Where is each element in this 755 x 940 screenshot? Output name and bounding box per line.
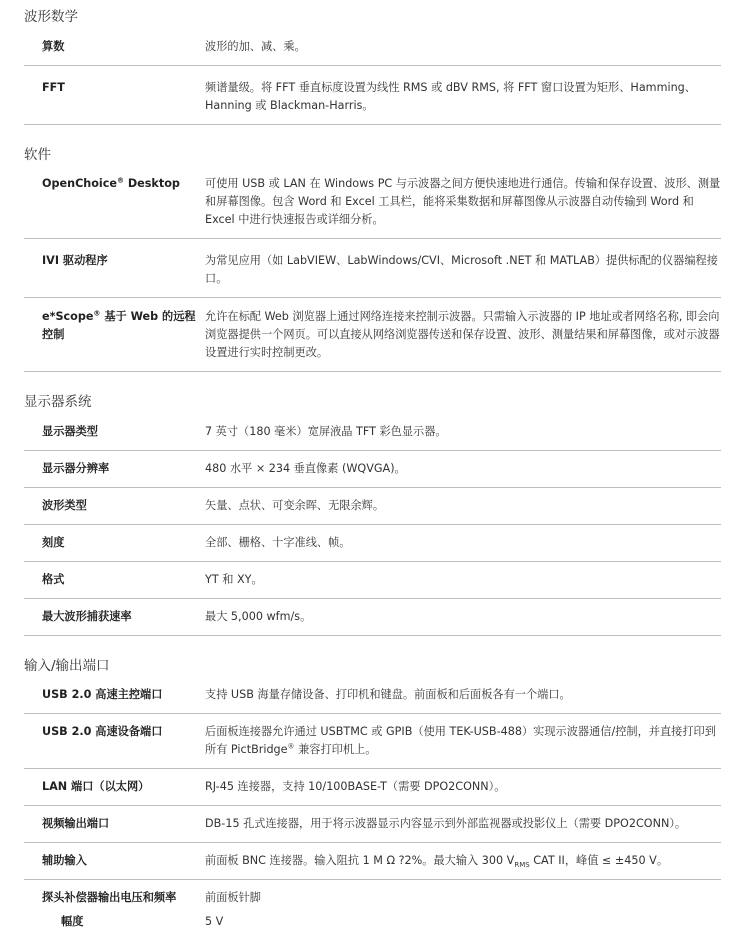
spec-value: 矢量、点状、可变余晖、无限余辉。 (205, 499, 385, 512)
spec-label: 最大波形捕获速率 (42, 610, 132, 623)
spec-label: 探头补偿器输出电压和频率 (42, 891, 177, 904)
spec-label: 显示器类型 (42, 425, 98, 438)
spec-value: 480 水平 × 234 垂直像素 (WQVGA)。 (205, 462, 406, 475)
spec-label: FFT (42, 81, 65, 94)
spec-value: 为常见应用（如 LabVIEW、LabWindows/CVI、Microsoft .NET 和 MATLAB）提供标配的仪器编程接口。 (205, 254, 718, 285)
spec-row-amplitude (24, 909, 721, 940)
spec-label: 算数 (42, 40, 65, 53)
spec-row-max-capture-rate (24, 599, 721, 636)
spec-value: 最大 5,000 wfm/s。 (205, 610, 312, 623)
spec-label: 显示器分辨率 (42, 462, 110, 475)
spec-value: 频谱量级。将 FFT 垂直标度设置为线性 RMS 或 dBV RMS, 将 FFT 窗口设置为矩形、Hamming、Hanning 或 Blackman-Harris。 (205, 81, 696, 112)
spec-value: 前面板 BNC 连接器。输入阻抗 1 M Ω ?2%。最大输入 300 $V_{RMS}$ CAT II，峰值 ≤ ±450 V。 (205, 854, 669, 870)
spec-value: 可使用 USB 或 LAN 在 Windows PC 与示波器之间方便快速地进行通信。传输和保存设置、波形、测量和屏幕图像。包含 Word 和 Excel 工具栏，能将采集数据和屏幕图像从示波器自动传输到 Word 和 Excel 中进行快速报告或详细分析。 (205, 177, 721, 226)
spec-label: LAN 端口（以太网） (42, 780, 150, 793)
spec-row-display-resolution (24, 451, 721, 488)
spec-label: e*Scope® 基于 Web 的远程控制 (42, 309, 196, 341)
spec-value: 允许在标配 Web 浏览器上通过网络连接来控制示波器。只需输入示波器的 IP 地址或者网络名称, 即会向浏览器提供一个网页。可以直接从网络浏览器传送和保存设置、波形、测量结果和屏幕图像，或对示波器设置进行实时控制更改。 (205, 310, 720, 359)
section-title-io-ports: 输入/输出端口 (24, 658, 110, 674)
spec-row-lan-port (24, 769, 721, 806)
spec-label: 波形类型 (42, 499, 87, 512)
spec-page (24, 0, 721, 940)
spec-label: 视频输出端口 (42, 817, 110, 830)
spec-value: 前面板针脚 (205, 891, 261, 904)
spec-row-openchoice (24, 165, 721, 239)
section-title-waveform-math: 波形数学 (24, 9, 78, 25)
spec-row-video-out (24, 806, 721, 843)
spec-value: YT 和 XY。 (205, 573, 263, 586)
spec-value: 后面板连接器允许通过 USBTMC 或 GPIB（使用 TEK-USB-488）实现示波器通信/控制，并直接打印到所有 PictBridge® 兼容打印机上。 (205, 725, 716, 756)
spec-value: DB-15 孔式连接器，用于将示波器显示内容显示到外部监视器或投影仪上（需要 DPO2CONN）。 (205, 817, 687, 830)
spec-value: RJ-45 连接器，支持 10/100BASE-T（需要 DPO2CONN）。 (205, 780, 506, 793)
spec-row-display-type (24, 412, 721, 451)
section-title-display-system: 显示器系统 (24, 394, 92, 410)
spec-row-probe-comp (24, 880, 721, 909)
spec-row-usb-device (24, 714, 721, 769)
spec-row-usb-host (24, 676, 721, 714)
spec-label: IVI 驱动程序 (42, 254, 108, 267)
spec-label: USB 2.0 高速设备端口 (42, 725, 163, 738)
spec-row-ivi-driver (24, 239, 721, 298)
spec-label: 格式 (42, 573, 65, 586)
spec-row-aux-input (24, 843, 721, 880)
spec-row-escope (24, 298, 721, 372)
spec-label: USB 2.0 高速主控端口 (42, 688, 163, 701)
spec-row-graticule (24, 525, 721, 562)
spec-row-waveform-type (24, 488, 721, 525)
section-title-software: 软件 (24, 147, 51, 163)
spec-label: 幅度 (61, 915, 84, 928)
spec-row-fft (24, 66, 721, 125)
spec-row-arithmetic (24, 27, 721, 66)
spec-value: 支持 USB 海量存储设备、打印机和键盘。前面板和后面板各有一个端口。 (205, 688, 571, 701)
spec-row-format (24, 562, 721, 599)
spec-value: 7 英寸（180 毫米）宽屏液晶 TFT 彩色显示器。 (205, 425, 447, 438)
spec-value: 全部、栅格、十字准线、帧。 (205, 536, 351, 549)
spec-value: 5 V (205, 915, 224, 928)
spec-value: 波形的加、减、乘。 (205, 40, 306, 53)
spec-label: 刻度 (42, 536, 65, 549)
spec-label: OpenChoice® Desktop (42, 176, 180, 190)
spec-label: 辅助输入 (42, 854, 87, 867)
